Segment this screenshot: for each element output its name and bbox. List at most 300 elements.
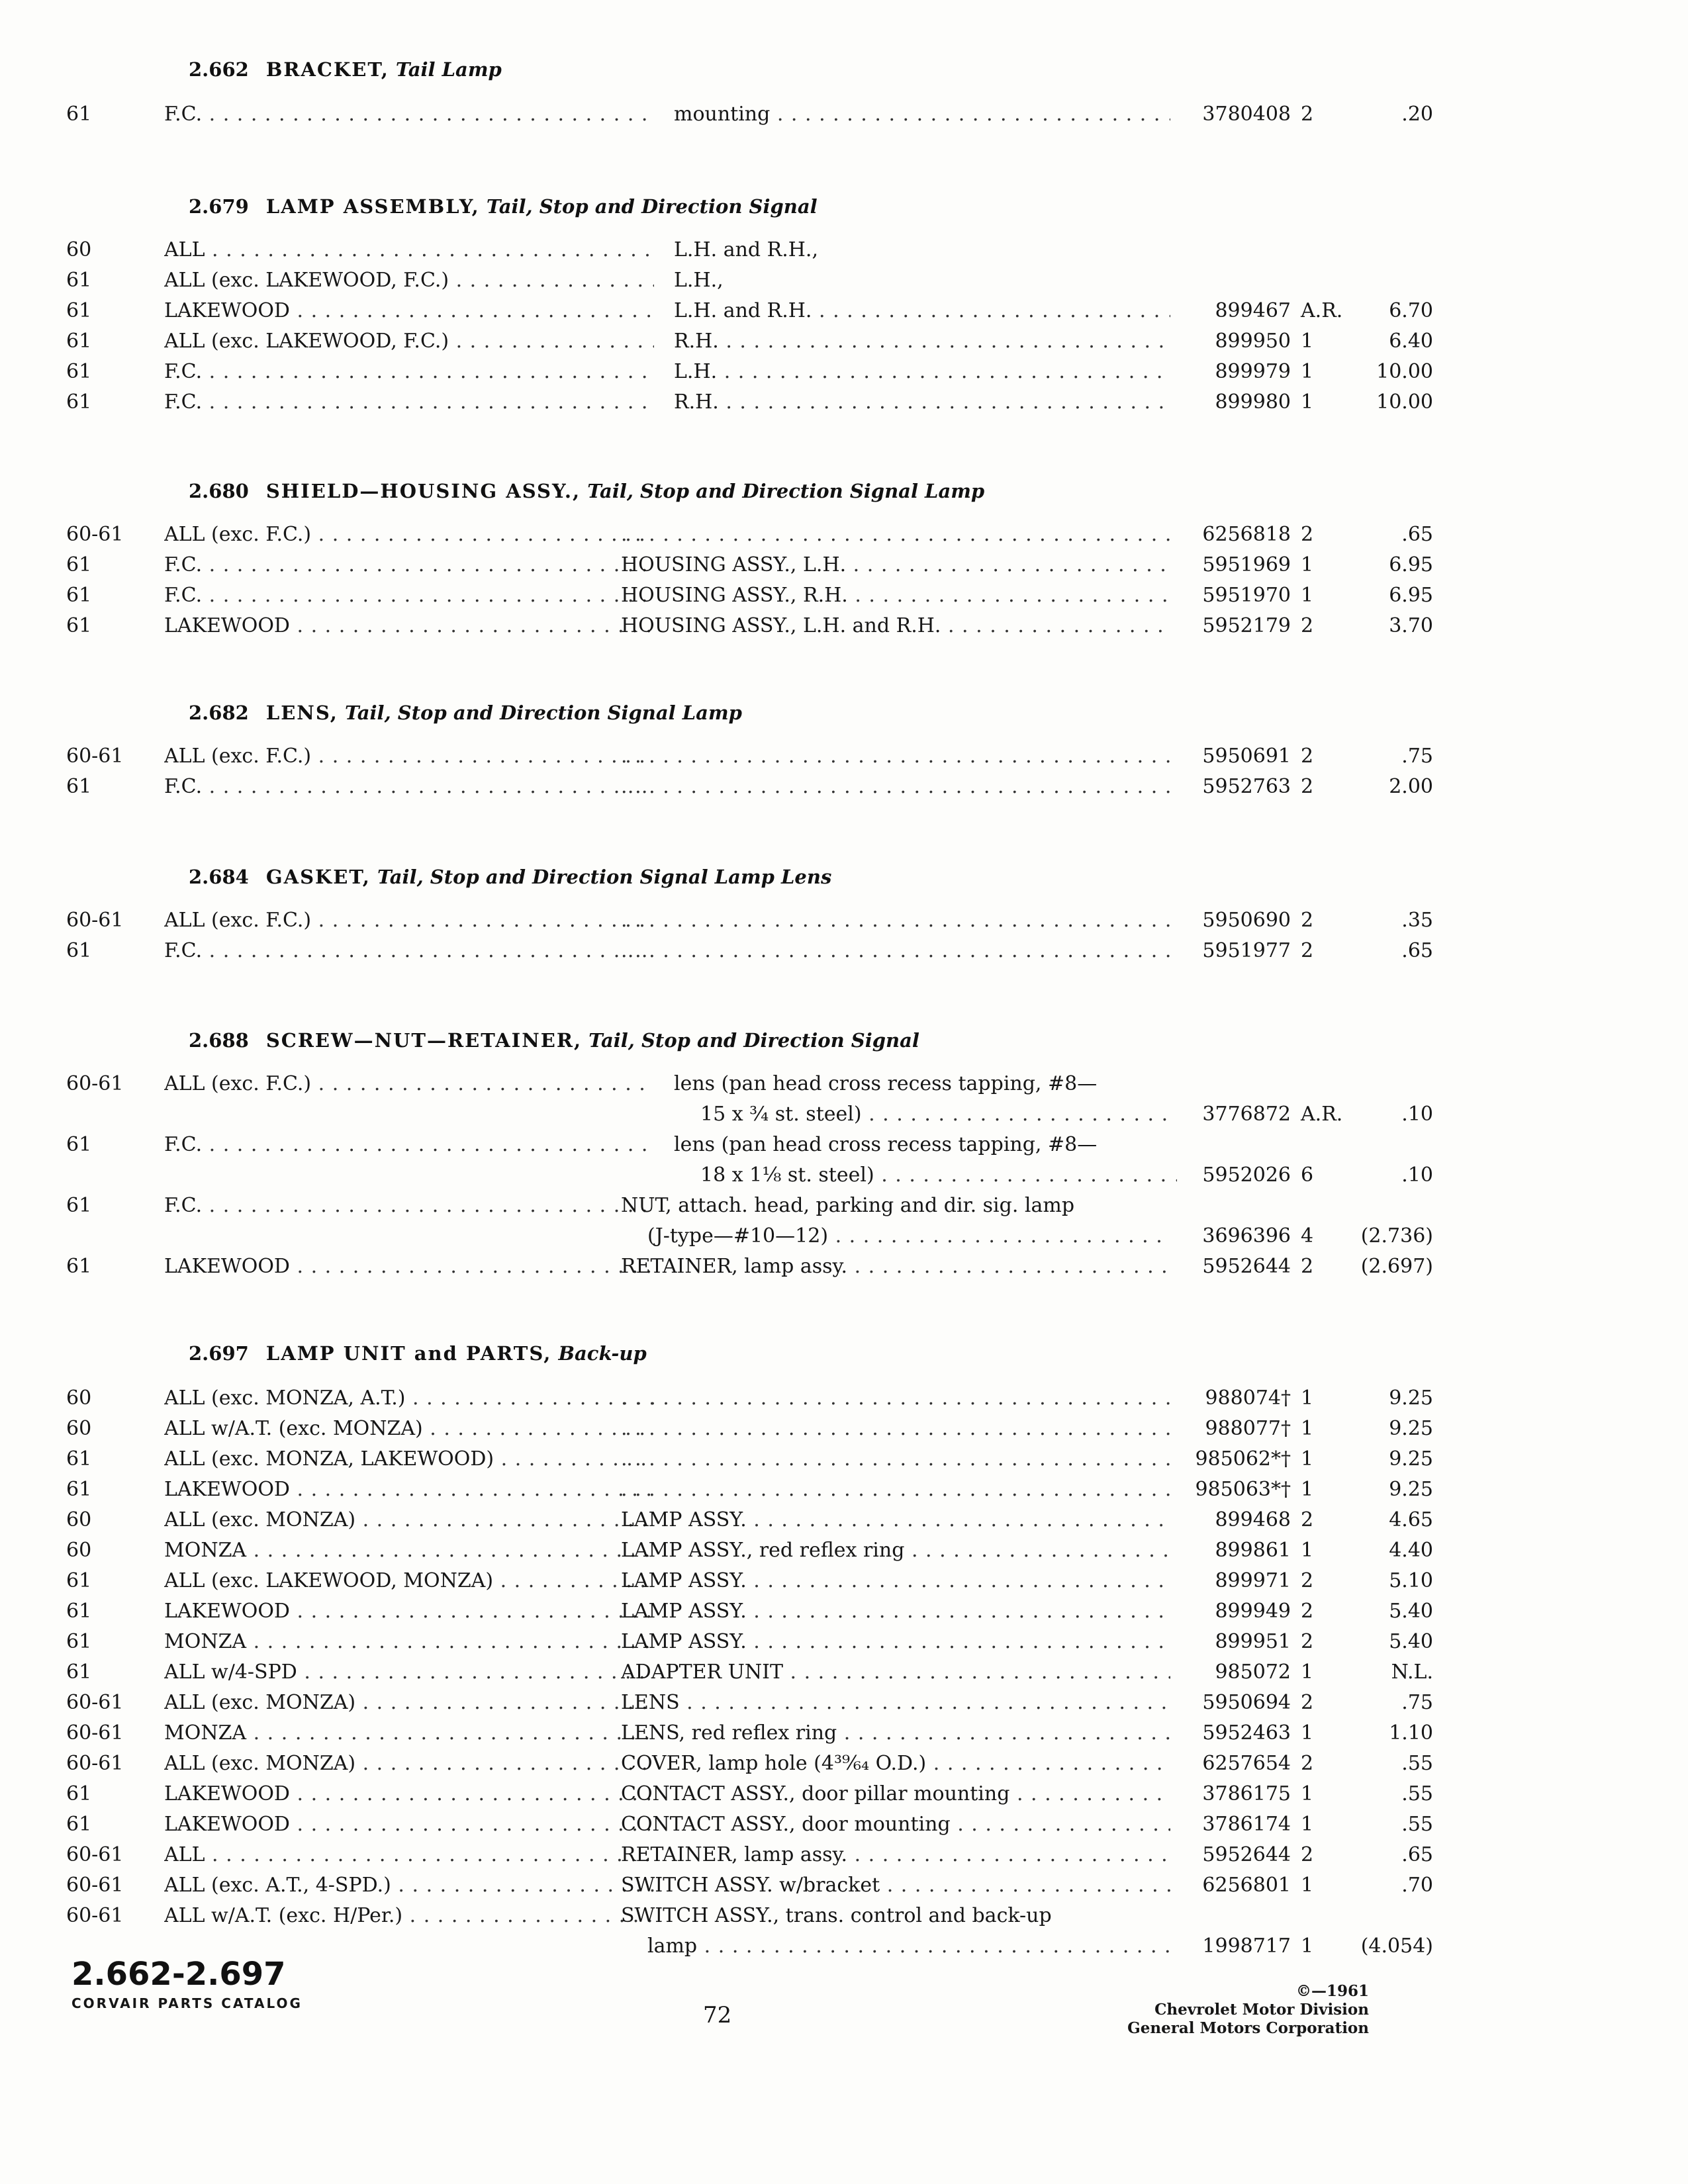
year-cell: 60-61 <box>66 909 124 932</box>
year-cell: 61 <box>66 1782 92 1805</box>
year-cell: 61 <box>66 584 92 607</box>
year-cell: 61 <box>66 1133 92 1156</box>
quantity-cell: 1 <box>1301 1478 1314 1501</box>
table-row <box>66 296 1433 326</box>
description-cell <box>621 1475 1170 1505</box>
price-cell: (2.736) <box>1360 1224 1433 1248</box>
section-title: GASKET, <box>265 866 371 888</box>
model-cell: ALL (exc. MONZA) . . . <box>164 1688 654 1718</box>
description-cell <box>621 741 1170 772</box>
part-number-cell: 5952179 <box>1202 614 1291 637</box>
table-row <box>66 99 1433 130</box>
table-row <box>66 580 1433 611</box>
table-row <box>66 1809 1433 1840</box>
table-row <box>66 387 1433 418</box>
description-line-2: lamp . . . <box>621 1931 1170 1962</box>
price-cell: 5.10 <box>1389 1569 1433 1592</box>
part-number-cell: 6256818 <box>1202 523 1291 546</box>
model-cell: ALL (exc. F.C.) . . . <box>164 520 654 550</box>
quantity-cell: 2 <box>1301 1569 1314 1592</box>
section-subtitle: Tail, Stop and Direction Signal Lamp <box>587 480 985 502</box>
parts-table <box>66 905 1433 966</box>
year-cell: 61 <box>66 1813 92 1836</box>
section-number: 2.697 <box>189 1342 249 1365</box>
part-number-cell: 3786174 <box>1202 1813 1291 1836</box>
quantity-cell: 1 <box>1301 360 1314 383</box>
table-row <box>66 1779 1433 1809</box>
section-title: LAMP ASSEMBLY, <box>265 195 480 218</box>
part-number-cell: 988074† <box>1205 1387 1291 1410</box>
model-cell: ALL (exc. A.T., 4-SPD.) . . . <box>164 1870 654 1901</box>
quantity-cell: 2 <box>1301 1255 1314 1278</box>
quantity-cell: 1 <box>1301 1782 1314 1805</box>
year-cell: 61 <box>66 1630 92 1653</box>
price-cell: 6.95 <box>1389 584 1433 607</box>
quantity-cell: 2 <box>1301 523 1314 546</box>
model-cell: ALL (exc. F.C.) . . . <box>164 905 654 936</box>
model-cell: ALL . . . <box>164 1840 654 1870</box>
description-cell: LENS, red reflex ring . . . <box>621 1718 1170 1749</box>
section-subtitle: Tail Lamp <box>395 58 502 81</box>
description-cell: COVER, lamp hole (4³⁹⁄₆₄ O.D.) . . . <box>621 1749 1170 1779</box>
description-cell <box>621 1383 1170 1414</box>
part-number-cell: 5952026 <box>1202 1163 1291 1187</box>
description-cell: mounting . . . <box>674 99 1170 130</box>
quantity-cell: 2 <box>1301 775 1314 798</box>
copyright-line: ©—1961 <box>1295 1982 1369 2000</box>
price-cell: N.L. <box>1391 1661 1433 1684</box>
page-number: 72 <box>703 2002 732 2028</box>
price-cell: (4.054) <box>1360 1934 1433 1958</box>
part-number-cell: 1998717 <box>1202 1934 1291 1958</box>
section-heading <box>189 866 831 888</box>
model-cell: F.C. . . . <box>164 936 654 966</box>
table-row <box>66 772 1433 802</box>
quantity-cell: 1 <box>1301 584 1314 607</box>
table-row <box>66 1596 1433 1627</box>
description-cell: CONTACT ASSY., door pillar mounting . . . <box>621 1779 1170 1809</box>
part-number-cell: 5951969 <box>1202 553 1291 576</box>
section-subtitle: Tail, Stop and Direction Signal <box>486 195 818 218</box>
catalog-name: CORVAIR PARTS CATALOG <box>71 1995 303 2011</box>
parts-table <box>66 99 1433 130</box>
section-title: BRACKET, <box>265 58 389 81</box>
model-cell: LAKEWOOD . . . <box>164 1596 654 1627</box>
table-row <box>66 1383 1433 1414</box>
price-cell: .10 <box>1401 1103 1433 1126</box>
description-cell: R.H. . . . <box>674 326 1170 357</box>
part-number-cell: 5952644 <box>1202 1255 1291 1278</box>
section-heading <box>189 1029 919 1052</box>
price-cell: 1.10 <box>1389 1721 1433 1745</box>
part-number-cell: 899468 <box>1215 1508 1291 1531</box>
quantity-cell: 1 <box>1301 1813 1314 1836</box>
year-cell: 60-61 <box>66 1072 124 1095</box>
price-cell: 6.70 <box>1389 299 1433 322</box>
table-row <box>66 1840 1433 1870</box>
year-cell: 60 <box>66 1508 92 1531</box>
table-row <box>66 550 1433 580</box>
price-cell: (2.697) <box>1360 1255 1433 1278</box>
parts-table <box>66 235 1433 418</box>
description-line-1: SWITCH ASSY., trans. control and back-up <box>621 1904 1052 1927</box>
model-cell: F.C. . . . <box>164 387 654 418</box>
section-heading <box>189 1342 647 1365</box>
price-cell: .65 <box>1401 523 1433 546</box>
description-cell: RETAINER, lamp assy. . . . <box>621 1840 1170 1870</box>
quantity-cell: 2 <box>1301 939 1314 962</box>
section-number: 2.662 <box>189 58 249 81</box>
parts-table <box>66 741 1433 802</box>
table-row <box>66 1566 1433 1596</box>
section-number: 2.682 <box>189 702 249 724</box>
quantity-cell: 1 <box>1301 1934 1314 1958</box>
parts-table <box>66 1069 1433 1282</box>
model-cell: ALL w/4-SPD . . . <box>164 1657 654 1688</box>
price-cell: 10.00 <box>1376 390 1433 414</box>
quantity-cell: 1 <box>1301 1661 1314 1684</box>
part-number-cell: 3696396 <box>1202 1224 1291 1248</box>
table-row <box>66 741 1433 772</box>
description-cell <box>621 1414 1170 1444</box>
part-number-cell: 899861 <box>1215 1539 1291 1562</box>
year-cell: 61 <box>66 553 92 576</box>
year-cell: 61 <box>66 1255 92 1278</box>
table-row <box>66 1749 1433 1779</box>
quantity-cell: 1 <box>1301 1874 1314 1897</box>
price-cell: .55 <box>1401 1813 1433 1836</box>
model-cell: ALL w/A.T. (exc. H/Per.) . . . <box>164 1901 654 1931</box>
model-cell: MONZA . . . <box>164 1627 654 1657</box>
section-number: 2.688 <box>189 1029 249 1052</box>
price-cell: .75 <box>1401 745 1433 768</box>
table-row <box>66 611 1433 641</box>
quantity-cell: 1 <box>1301 1721 1314 1745</box>
publisher-block <box>1127 1982 1369 2038</box>
part-number-cell: 3776872 <box>1202 1103 1291 1126</box>
description-cell <box>674 1130 1177 1191</box>
model-cell: F.C. . . . <box>164 580 654 611</box>
section-subtitle: Tail, Stop and Direction Signal Lamp <box>344 702 742 724</box>
description-line-2: 15 x ¾ st. steel) . . . <box>674 1099 1177 1130</box>
part-number-cell: 3786175 <box>1202 1782 1291 1805</box>
model-cell: LAKEWOOD . . . <box>164 1779 654 1809</box>
description-cell <box>621 936 1170 966</box>
description-cell: LAMP ASSY. . . . <box>621 1505 1170 1535</box>
description-line-1: NUT, attach. head, parking and dir. sig. lamp <box>621 1194 1075 1217</box>
description-cell: LENS . . . <box>621 1688 1170 1718</box>
price-cell: 6.95 <box>1389 553 1433 576</box>
year-cell: 61 <box>66 1600 92 1623</box>
description-cell: L.H. and R.H. . . . <box>674 296 1170 326</box>
price-cell: .70 <box>1401 1874 1433 1897</box>
price-cell: 9.25 <box>1389 1387 1433 1410</box>
description-cell: RETAINER, lamp assy. . . . <box>621 1251 1170 1282</box>
year-cell: 60-61 <box>66 523 124 546</box>
quantity-cell: 2 <box>1301 614 1314 637</box>
quantity-cell: A.R. <box>1301 299 1343 322</box>
price-cell: 9.25 <box>1389 1478 1433 1501</box>
description-cell: HOUSING ASSY., R.H. . . . <box>621 580 1170 611</box>
part-number-cell: 3780408 <box>1202 103 1291 126</box>
price-cell: .75 <box>1401 1691 1433 1714</box>
model-cell: F.C. . . . <box>164 357 654 387</box>
description-cell: ADAPTER UNIT . . . <box>621 1657 1170 1688</box>
model-cell: F.C. . . . <box>164 1191 654 1221</box>
price-cell: .20 <box>1401 103 1433 126</box>
price-cell: .10 <box>1401 1163 1433 1187</box>
year-cell: 60-61 <box>66 1721 124 1745</box>
model-cell: LAKEWOOD . . . <box>164 1251 654 1282</box>
table-row <box>66 1870 1433 1901</box>
section-heading <box>189 58 502 81</box>
part-number-cell: 5950691 <box>1202 745 1291 768</box>
part-number-cell: 899950 <box>1215 330 1291 353</box>
table-row <box>66 1901 1433 1962</box>
table-row <box>66 326 1433 357</box>
model-cell: ALL . . . <box>164 235 654 265</box>
description-cell: LAMP ASSY. . . . <box>621 1627 1170 1657</box>
table-row <box>66 1444 1433 1475</box>
price-cell: 4.65 <box>1389 1508 1433 1531</box>
year-cell: 61 <box>66 1447 92 1471</box>
description-cell: SWITCH ASSY. w/bracket . . . <box>621 1870 1170 1901</box>
section-title: SCREW—NUT—RETAINER, <box>265 1029 583 1052</box>
table-row <box>66 905 1433 936</box>
table-row <box>66 520 1433 550</box>
model-cell: MONZA . . . <box>164 1718 654 1749</box>
model-cell: ALL w/A.T. (exc. MONZA) . . . <box>164 1414 654 1444</box>
year-cell: 60-61 <box>66 1843 124 1866</box>
quantity-cell: 2 <box>1301 1691 1314 1714</box>
year-cell: 61 <box>66 330 92 353</box>
price-cell: 5.40 <box>1389 1600 1433 1623</box>
year-cell: 60 <box>66 1387 92 1410</box>
year-cell: 60 <box>66 1539 92 1562</box>
part-number-cell: 899971 <box>1215 1569 1291 1592</box>
year-cell: 61 <box>66 390 92 414</box>
year-cell: 61 <box>66 1569 92 1592</box>
table-row <box>66 235 1390 265</box>
part-number-cell: 899467 <box>1215 299 1291 322</box>
table-row <box>66 1627 1433 1657</box>
part-number-cell: 899980 <box>1215 390 1291 414</box>
price-cell: 10.00 <box>1376 360 1433 383</box>
section-subtitle: Back-up <box>558 1342 647 1365</box>
part-number-cell: 988077† <box>1205 1417 1291 1440</box>
table-row <box>66 1251 1433 1282</box>
description-cell <box>621 905 1170 936</box>
year-cell: 60-61 <box>66 1752 124 1775</box>
model-cell: LAKEWOOD . . . <box>164 1475 654 1505</box>
section-title: LENS, <box>265 702 338 724</box>
year-cell: 61 <box>66 103 92 126</box>
part-number-cell: 5952644 <box>1202 1843 1291 1866</box>
table-row <box>66 1657 1433 1688</box>
table-row <box>66 1688 1433 1718</box>
part-number-cell: 899951 <box>1215 1630 1291 1653</box>
year-cell: 60-61 <box>66 745 124 768</box>
table-row <box>66 936 1433 966</box>
year-cell: 61 <box>66 1194 92 1217</box>
model-cell: F.C. . . . <box>164 772 654 802</box>
description-line-2: 18 x 1⅛ st. steel) . . . <box>674 1160 1177 1191</box>
description-cell: L.H., <box>674 269 724 292</box>
part-number-cell: 5950690 <box>1202 909 1291 932</box>
table-row <box>66 1505 1433 1535</box>
section-subtitle: Tail, Stop and Direction Signal <box>588 1029 919 1052</box>
quantity-cell: 2 <box>1301 1752 1314 1775</box>
table-row <box>66 1414 1433 1444</box>
part-number-cell: 5951977 <box>1202 939 1291 962</box>
description-cell: HOUSING ASSY., L.H. . . . <box>621 550 1170 580</box>
price-cell: .65 <box>1401 1843 1433 1866</box>
part-number-cell: 5951970 <box>1202 584 1291 607</box>
section-heading <box>189 480 984 502</box>
description-cell <box>621 1444 1170 1475</box>
model-cell: ALL (exc. MONZA, A.T.) . . . <box>164 1383 654 1414</box>
table-row <box>66 357 1433 387</box>
quantity-cell: A.R. <box>1301 1103 1343 1126</box>
parts-table <box>66 520 1433 641</box>
quantity-cell: 1 <box>1301 330 1314 353</box>
year-cell: 61 <box>66 269 92 292</box>
year-cell: 61 <box>66 939 92 962</box>
section-number: 2.680 <box>189 480 249 502</box>
part-number-cell: 5952463 <box>1202 1721 1291 1745</box>
price-cell: 9.25 <box>1389 1447 1433 1471</box>
price-cell: 2.00 <box>1389 775 1433 798</box>
quantity-cell: 4 <box>1301 1224 1314 1248</box>
part-number-cell: 6256801 <box>1202 1874 1291 1897</box>
model-cell: ALL (exc. MONZA) . . . <box>164 1505 654 1535</box>
part-number-cell: 985072 <box>1215 1661 1291 1684</box>
description-cell: L.H. and R.H., <box>674 238 818 261</box>
price-cell: 5.40 <box>1389 1630 1433 1653</box>
year-cell: 61 <box>66 775 92 798</box>
section-title: LAMP UNIT and PARTS, <box>265 1342 552 1365</box>
section-subtitle: Tail, Stop and Direction Signal Lamp Lens <box>377 866 832 888</box>
year-cell: 61 <box>66 614 92 637</box>
model-cell: ALL (exc. LAKEWOOD, MONZA) . . . <box>164 1566 654 1596</box>
part-number-cell: 6257654 <box>1202 1752 1291 1775</box>
table-row <box>66 1191 1433 1251</box>
quantity-cell: 2 <box>1301 1508 1314 1531</box>
quantity-cell: 2 <box>1301 909 1314 932</box>
price-cell: 3.70 <box>1389 614 1433 637</box>
description-cell <box>621 520 1170 550</box>
year-cell: 60-61 <box>66 1691 124 1714</box>
model-cell: LAKEWOOD . . . <box>164 1809 654 1840</box>
year-cell: 61 <box>66 299 92 322</box>
description-line-1: lens (pan head cross recess tapping, #8— <box>674 1133 1098 1156</box>
description-cell <box>621 1901 1170 1962</box>
price-cell: .65 <box>1401 939 1433 962</box>
year-cell: 61 <box>66 1478 92 1501</box>
description-cell: R.H. . . . <box>674 387 1170 418</box>
part-number-cell: 985062*† <box>1195 1447 1291 1471</box>
section-number: 2.684 <box>189 866 249 888</box>
division-line: Chevrolet Motor Division <box>1154 2001 1369 2019</box>
description-cell <box>621 772 1170 802</box>
model-cell: LAKEWOOD . . . <box>164 611 654 641</box>
quantity-cell: 1 <box>1301 1539 1314 1562</box>
description-cell: L.H. . . . <box>674 357 1170 387</box>
model-cell: ALL (exc. LAKEWOOD, F.C.) . . . <box>164 326 654 357</box>
year-cell: 60-61 <box>66 1874 124 1897</box>
table-row <box>66 1535 1433 1566</box>
year-cell: 60 <box>66 1417 92 1440</box>
quantity-cell: 2 <box>1301 1843 1314 1866</box>
price-cell: 9.25 <box>1389 1417 1433 1440</box>
model-cell: ALL (exc. F.C.) . . . <box>164 1069 654 1099</box>
parts-table <box>66 1383 1433 1962</box>
description-cell: LAMP ASSY. . . . <box>621 1596 1170 1627</box>
model-cell: ALL (exc. MONZA) . . . <box>164 1749 654 1779</box>
quantity-cell: 1 <box>1301 390 1314 414</box>
description-cell: LAMP ASSY. . . . <box>621 1566 1170 1596</box>
quantity-cell: 6 <box>1301 1163 1314 1187</box>
section-range-label: 2.662-2.697 <box>71 1956 286 1993</box>
table-row <box>66 1130 1433 1191</box>
year-cell: 61 <box>66 1661 92 1684</box>
quantity-cell: 2 <box>1301 103 1314 126</box>
description-cell <box>674 1069 1177 1130</box>
model-cell: MONZA . . . <box>164 1535 654 1566</box>
part-number-cell: 899979 <box>1215 360 1291 383</box>
model-cell: ALL (exc. MONZA, LAKEWOOD) . . . <box>164 1444 654 1475</box>
quantity-cell: 1 <box>1301 1417 1314 1440</box>
price-cell: .55 <box>1401 1752 1433 1775</box>
year-cell: 61 <box>66 360 92 383</box>
model-cell: ALL (exc. LAKEWOOD, F.C.) . . . <box>164 265 654 296</box>
quantity-cell: 2 <box>1301 745 1314 768</box>
description-cell: HOUSING ASSY., L.H. and R.H. . . . <box>621 611 1170 641</box>
description-cell <box>621 1191 1170 1251</box>
table-row <box>66 265 1390 296</box>
year-cell: 60 <box>66 238 92 261</box>
part-number-cell: 985063*† <box>1195 1478 1291 1501</box>
model-cell: ALL (exc. F.C.) . . . <box>164 741 654 772</box>
year-cell: 60-61 <box>66 1904 124 1927</box>
part-number-cell: 5950694 <box>1202 1691 1291 1714</box>
section-heading <box>189 702 742 724</box>
quantity-cell: 2 <box>1301 1600 1314 1623</box>
model-cell: F.C. . . . <box>164 1130 654 1160</box>
model-cell: F.C. . . . <box>164 99 654 130</box>
quantity-cell: 1 <box>1301 1447 1314 1471</box>
description-line-2: (J-type—#10—12) . . . <box>621 1221 1170 1251</box>
price-cell: 6.40 <box>1389 330 1433 353</box>
table-row <box>66 1718 1433 1749</box>
table-row <box>66 1069 1433 1130</box>
part-number-cell: 899949 <box>1215 1600 1291 1623</box>
section-title: SHIELD—HOUSING ASSY., <box>265 480 581 502</box>
price-cell: 4.40 <box>1389 1539 1433 1562</box>
quantity-cell: 1 <box>1301 553 1314 576</box>
price-cell: .55 <box>1401 1782 1433 1805</box>
section-number: 2.679 <box>189 195 249 218</box>
part-number-cell: 5952763 <box>1202 775 1291 798</box>
price-cell: .35 <box>1401 909 1433 932</box>
model-cell: LAKEWOOD . . . <box>164 296 654 326</box>
description-cell: LAMP ASSY., red reflex ring . . . <box>621 1535 1170 1566</box>
quantity-cell: 1 <box>1301 1387 1314 1410</box>
section-heading <box>189 195 818 218</box>
quantity-cell: 2 <box>1301 1630 1314 1653</box>
corporation-line: General Motors Corporation <box>1127 2019 1369 2037</box>
table-row <box>66 1475 1433 1505</box>
